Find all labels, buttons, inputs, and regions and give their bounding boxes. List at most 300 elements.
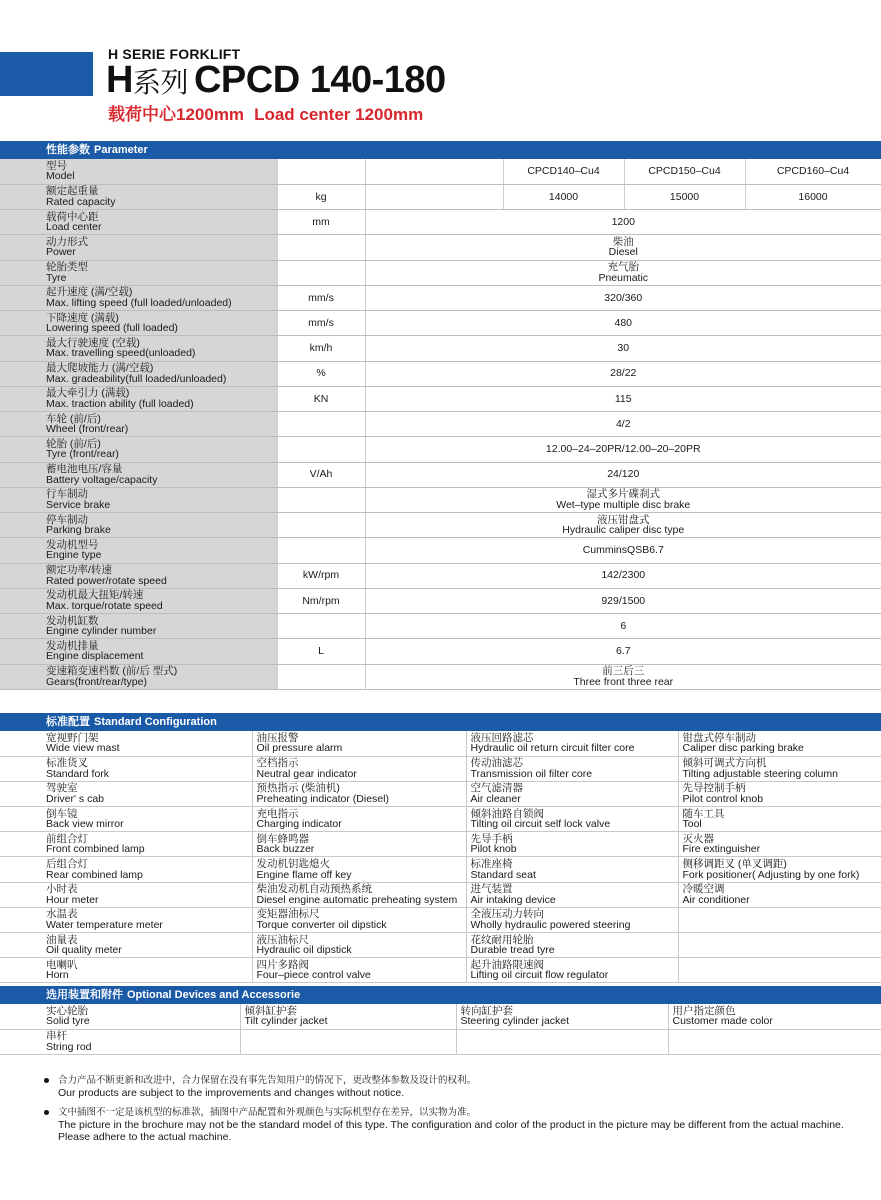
param-row — [0, 361, 881, 386]
param-value-en: 6 — [620, 619, 627, 632]
param-label — [0, 361, 277, 386]
config-cell — [668, 1004, 881, 1029]
param-value-en: 28/22 — [610, 367, 637, 380]
config-item-cn: 转向缸护套 — [460, 1004, 513, 1017]
param-value — [365, 588, 881, 613]
config-item-en: Oil pressure alarm — [256, 742, 343, 755]
config-row — [0, 756, 881, 781]
config-cell — [0, 933, 252, 958]
param-unit — [277, 235, 365, 260]
param-unit — [277, 487, 365, 512]
param-unit — [277, 412, 365, 437]
config-item-en: Driver' s cab — [46, 792, 105, 805]
config-cell — [456, 1029, 668, 1054]
param-row — [0, 159, 881, 184]
param-row — [0, 614, 881, 639]
param-label-en: Parking brake — [46, 524, 111, 537]
config-item-en: Standard seat — [470, 868, 536, 881]
param-value-en: Pneumatic — [598, 271, 649, 284]
param-label-en: Max. torque/rotate speed — [46, 599, 163, 612]
config-cell — [678, 807, 881, 832]
param-unit: mm — [277, 210, 365, 235]
config-cell — [252, 933, 466, 958]
config-cell — [678, 907, 881, 932]
param-unit: mm/s — [277, 285, 365, 310]
config-cell — [0, 958, 252, 983]
config-item-en: String rod — [46, 1040, 92, 1053]
param-label-en: Lowering speed (full loaded) — [46, 322, 178, 335]
param-label — [0, 513, 277, 538]
param-unit: KN — [277, 386, 365, 411]
param-row — [0, 235, 881, 260]
param-value — [365, 210, 881, 235]
config-row — [0, 781, 881, 806]
param-label-en: Rated power/rotate speed — [46, 574, 167, 587]
param-label-en: Tyre — [46, 271, 67, 284]
config-item-en: Air intaking device — [470, 893, 556, 906]
config-item-cn: 传动油滤芯 — [470, 757, 523, 770]
config-item-en: Pilot knob — [470, 843, 517, 856]
param-value-en: 480 — [614, 316, 633, 329]
param-label-cn: 最大行驶速度 (空载) — [46, 336, 140, 349]
config-item-cn: 先导手柄 — [470, 832, 513, 845]
param-label-en: Engine cylinder number — [46, 625, 157, 638]
param-label-en: Load center — [46, 221, 102, 234]
subtitle-en: Load center 1200mm — [254, 105, 424, 124]
config-cell — [466, 882, 678, 907]
config-item-cn: 油量表 — [46, 933, 78, 946]
param-value: 14000 — [503, 184, 624, 209]
config-item-cn: 空档指示 — [256, 757, 299, 770]
config-item-en: Back buzzer — [256, 843, 315, 856]
param-value — [365, 336, 881, 361]
param-value — [365, 235, 881, 260]
config-item-en: Fire extinguisher — [682, 843, 761, 856]
param-label-en: Rated capacity — [46, 195, 116, 208]
param-label — [0, 184, 277, 209]
config-cell — [678, 756, 881, 781]
config-item-cn: 倾斜可调式方向机 — [682, 757, 767, 770]
optional-title-en: Optional Devices and Accessorie — [127, 989, 301, 1001]
param-value — [365, 260, 881, 285]
config-item-cn: 液压回路滤芯 — [470, 731, 534, 744]
config-item-en: Air conditioner — [682, 893, 750, 906]
config-item-en: Engine flame off key — [256, 868, 352, 881]
config-cell — [678, 958, 881, 983]
config-item-cn: 油压报警 — [256, 731, 299, 744]
param-label — [0, 462, 277, 487]
config-row — [0, 933, 881, 958]
param-value: CPCD140–Cu4 — [503, 159, 624, 184]
standard-title-cn: 标准配置 — [46, 716, 90, 728]
param-value-cn: 液压钳盘式 — [597, 513, 650, 526]
param-label-cn: 蓄电池电压/容量 — [46, 463, 123, 476]
config-cell — [252, 857, 466, 882]
param-unit: kW/rpm — [277, 563, 365, 588]
param-row — [0, 664, 881, 689]
param-label-en: Gears(front/rear/type) — [46, 675, 147, 688]
config-item-cn: 倾斜缸护套 — [244, 1004, 297, 1017]
config-item-cn: 进气装置 — [470, 883, 513, 896]
config-item-en: Tool — [682, 818, 702, 831]
param-label-en: Max. travelling speed(unloaded) — [46, 347, 196, 360]
param-label-cn: 发动机缸数 — [46, 614, 99, 627]
config-item-en: Transmission oil filter core — [470, 767, 593, 780]
config-row — [0, 832, 881, 857]
config-row — [0, 731, 881, 756]
config-cell — [678, 933, 881, 958]
param-label — [0, 563, 277, 588]
param-row — [0, 588, 881, 613]
param-value-en: 929/1500 — [601, 594, 646, 607]
param-label — [0, 336, 277, 361]
config-cell — [678, 882, 881, 907]
config-item-en: Horn — [46, 969, 69, 982]
config-item-en: Diesel engine automatic preheating system — [256, 893, 458, 906]
config-row — [0, 857, 881, 882]
config-cell — [0, 731, 252, 756]
param-label-cn: 额定功率/转速 — [46, 564, 112, 577]
param-label-en: Battery voltage/capacity — [46, 473, 158, 486]
config-cell — [252, 807, 466, 832]
param-label-cn: 最大爬坡能力 (满/空载) — [46, 362, 154, 375]
param-value — [365, 487, 881, 512]
param-label-cn: 下降速度 (满载) — [46, 311, 119, 324]
param-value — [365, 614, 881, 639]
config-cell — [252, 781, 466, 806]
standard-section-header — [0, 713, 881, 731]
config-item-cn: 倒车蜂鸣器 — [256, 832, 309, 845]
param-unit: L — [277, 639, 365, 664]
param-label-en: Tyre (front/rear) — [46, 448, 119, 461]
param-label-en: Engine type — [46, 549, 102, 562]
config-cell — [466, 832, 678, 857]
note-en: The picture in the brochure may not be the standard model of this type. The configuration and color of the product in the picture may be different from the actual machine. Please adhere to the actual machine. — [58, 1119, 844, 1143]
config-item-cn: 空气滤清器 — [470, 782, 523, 795]
param-row — [0, 184, 881, 209]
config-cell — [466, 731, 678, 756]
config-cell — [466, 756, 678, 781]
config-item-en: Tilting adjustable steering column — [682, 767, 838, 780]
param-value-en: 1200 — [611, 215, 635, 228]
config-cell — [678, 731, 881, 756]
title-prefix: H — [106, 59, 133, 101]
param-blank-cell — [365, 159, 503, 184]
param-unit: km/h — [277, 336, 365, 361]
config-item-cn: 花纹耐用轮胎 — [470, 933, 534, 946]
config-item-cn: 钳盘式停车制动 — [682, 731, 756, 744]
param-value — [365, 462, 881, 487]
param-row — [0, 210, 881, 235]
config-item-cn: 随车工具 — [682, 807, 725, 820]
param-value: CPCD160–Cu4 — [745, 159, 881, 184]
config-item-en: Tilting oil circuit self lock valve — [470, 818, 611, 831]
config-row — [0, 958, 881, 983]
config-item-cn: 串杆 — [46, 1030, 67, 1043]
param-value-en: 6.7 — [615, 645, 631, 658]
param-row — [0, 563, 881, 588]
config-item-en: Pilot control knob — [682, 792, 764, 805]
config-cell — [466, 907, 678, 932]
param-value-cn: 前三后三 — [602, 665, 645, 678]
param-unit — [277, 664, 365, 689]
param-row — [0, 386, 881, 411]
param-value-en: 24/120 — [607, 468, 640, 481]
config-cell — [0, 882, 252, 907]
config-cell — [252, 907, 466, 932]
config-cell — [0, 857, 252, 882]
param-value — [365, 639, 881, 664]
config-item-cn: 侧移调距叉 (单叉调距) — [682, 858, 787, 871]
config-cell — [678, 857, 881, 882]
config-item-en: Rear combined lamp — [46, 868, 143, 881]
standard-config-table — [0, 731, 881, 983]
config-item-en: Steering cylinder jacket — [460, 1015, 570, 1028]
param-value-en: Wet–type multiple disc brake — [556, 498, 691, 511]
param-value — [365, 513, 881, 538]
param-value — [365, 437, 881, 462]
param-value-en: 12.00–24–20PR/12.00–20–20PR — [545, 443, 701, 456]
title-model: CPCD 140-180 — [193, 59, 446, 101]
param-value — [365, 538, 881, 563]
config-item-cn: 电喇叭 — [46, 958, 78, 971]
config-cell — [252, 832, 466, 857]
param-value-en: 115 — [614, 392, 632, 405]
config-item-en: Air cleaner — [470, 792, 521, 805]
config-item-en: Caliper disc parking brake — [682, 742, 804, 755]
config-cell — [668, 1029, 881, 1054]
load-center-subtitle — [108, 100, 423, 125]
param-label — [0, 260, 277, 285]
config-cell — [0, 781, 252, 806]
param-label — [0, 614, 277, 639]
param-label-cn: 停车制动 — [46, 513, 88, 526]
config-item-en: Charging indicator — [256, 818, 342, 831]
note-cn: 合力产品不断更新和改进中，合力保留在没有事先告知用户的情况下，更改整体参数及设计的权利。 — [58, 1075, 477, 1086]
config-item-cn: 前组合灯 — [46, 832, 88, 845]
config-cell — [0, 807, 252, 832]
config-item-en: Lifting oil circuit flow regulator — [470, 969, 609, 982]
param-value — [365, 412, 881, 437]
config-item-en: Durable tread tyre — [470, 944, 555, 957]
config-cell — [678, 832, 881, 857]
config-item-cn: 倒车镜 — [46, 807, 78, 820]
param-label — [0, 210, 277, 235]
config-item-cn: 起升油路限速阀 — [470, 958, 544, 971]
param-label-cn: 最大牵引力 (满载) — [46, 387, 130, 400]
param-row — [0, 487, 881, 512]
config-cell — [0, 756, 252, 781]
param-label — [0, 664, 277, 689]
param-value: CPCD150–Cu4 — [624, 159, 745, 184]
config-item-en: Customer made color — [672, 1015, 773, 1028]
config-item-cn: 后组合灯 — [46, 858, 88, 871]
param-label-cn: 行车制动 — [46, 488, 88, 501]
param-label-cn: 动力形式 — [46, 235, 88, 248]
config-item-cn: 标准座椅 — [470, 858, 513, 871]
config-item-cn: 用户指定颜色 — [672, 1004, 736, 1017]
param-label-cn: 额定起重量 — [46, 185, 99, 198]
config-item-cn: 灭火器 — [682, 832, 714, 845]
param-value — [365, 361, 881, 386]
param-label-en: Wheel (front/rear) — [46, 423, 129, 436]
note-item — [44, 1075, 844, 1099]
note-cn: 文中插图不一定是该机型的标准款，插图中产品配置和外观颜色与实际机型存在差异，以实物为准。 — [58, 1107, 477, 1118]
param-value-en: CumminsQSB6.7 — [582, 544, 664, 557]
param-value-en: Three front three rear — [573, 675, 674, 688]
config-cell — [456, 1004, 668, 1029]
param-value — [365, 285, 881, 310]
config-cell — [240, 1004, 456, 1029]
config-row — [0, 882, 881, 907]
param-label-cn: 发动机最大扭矩/转速 — [46, 589, 144, 602]
config-cell — [252, 958, 466, 983]
config-item-cn: 冷暖空调 — [682, 883, 725, 896]
param-value — [365, 386, 881, 411]
param-unit — [277, 538, 365, 563]
standard-title-en: Standard Configuration — [94, 716, 217, 728]
config-item-en: Water temperature meter — [46, 918, 163, 931]
page-title — [106, 60, 446, 103]
optional-section-header — [0, 986, 881, 1004]
config-item-en: Four–piece control valve — [256, 969, 371, 982]
config-item-en: Oil quality meter — [46, 944, 122, 957]
param-row — [0, 285, 881, 310]
config-item-en: Back view mirror — [46, 818, 124, 831]
param-value — [365, 563, 881, 588]
param-value-cn: 充气胎 — [607, 261, 639, 274]
config-item-cn: 驾驶室 — [46, 782, 78, 795]
parameter-section-header — [0, 141, 881, 159]
subtitle-cn: 载荷中心1200mm — [108, 105, 245, 124]
param-value-en: 30 — [617, 342, 630, 355]
optional-title-cn: 选用装置和附件 — [46, 989, 123, 1001]
config-item-cn: 四片多路阀 — [256, 958, 309, 971]
param-value-cn: 柴油 — [612, 235, 634, 248]
param-unit: V/Ah — [277, 462, 365, 487]
param-unit — [277, 513, 365, 538]
config-row — [0, 907, 881, 932]
config-item-cn: 水温表 — [46, 908, 78, 921]
config-cell — [252, 731, 466, 756]
config-item-cn: 发动机钥匙熄火 — [256, 858, 330, 871]
param-unit — [277, 159, 365, 184]
param-row — [0, 311, 881, 336]
config-item-cn: 柴油发动机自动预热系统 — [256, 883, 372, 896]
config-item-en: Fork positioner( Adjusting by one fork) — [682, 868, 860, 881]
param-value: 16000 — [745, 184, 881, 209]
param-label — [0, 386, 277, 411]
config-item-cn: 倾斜油路自锁阀 — [470, 807, 544, 820]
config-cell — [466, 807, 678, 832]
param-label — [0, 159, 277, 184]
param-label-cn: 起升速度 (满/空载) — [46, 286, 133, 299]
param-value-en: 4/2 — [615, 417, 631, 430]
config-item-en: Front combined lamp — [46, 843, 145, 856]
param-label — [0, 412, 277, 437]
param-label-en: Power — [46, 246, 76, 259]
config-cell — [252, 882, 466, 907]
config-row — [0, 807, 881, 832]
param-label — [0, 487, 277, 512]
config-item-en: Hour meter — [46, 893, 99, 906]
param-label-en: Max. gradeability(full loaded/unloaded) — [46, 372, 227, 385]
param-value-en: Hydraulic caliper disc type — [562, 524, 685, 537]
config-row — [0, 1029, 881, 1054]
config-item-cn: 宽视野门架 — [46, 731, 99, 744]
config-cell — [466, 933, 678, 958]
param-unit — [277, 614, 365, 639]
parameter-title-cn: 性能参数 — [46, 144, 90, 156]
param-label-cn: 发动机排量 — [46, 639, 99, 652]
param-label — [0, 285, 277, 310]
config-item-cn: 液压油标尺 — [256, 933, 309, 946]
parameter-title-en: Parameter — [94, 144, 148, 156]
config-item-en: Wide view mast — [46, 742, 120, 755]
config-item-en: Standard fork — [46, 767, 110, 780]
param-label — [0, 311, 277, 336]
param-label — [0, 639, 277, 664]
param-label-cn: 型号 — [46, 159, 67, 172]
param-row — [0, 260, 881, 285]
config-cell — [240, 1029, 456, 1054]
param-value: 15000 — [624, 184, 745, 209]
config-item-en: Neutral gear indicator — [256, 767, 357, 780]
config-item-cn: 小时表 — [46, 883, 78, 896]
config-cell — [678, 781, 881, 806]
config-item-en: Solid tyre — [46, 1015, 90, 1028]
series-label: H SERIE FORKLIFT — [108, 46, 241, 62]
param-label — [0, 588, 277, 613]
param-row — [0, 412, 881, 437]
config-item-en: Preheating indicator (Diesel) — [256, 792, 389, 805]
config-item-cn: 标准货叉 — [46, 757, 88, 770]
param-row — [0, 336, 881, 361]
header-accent-block — [0, 52, 93, 96]
param-unit: kg — [277, 184, 365, 209]
param-row — [0, 437, 881, 462]
param-unit: mm/s — [277, 311, 365, 336]
param-row — [0, 639, 881, 664]
note-en: Our products are subject to the improvements and changes without notice. — [58, 1087, 405, 1099]
param-unit: Nm/rpm — [277, 588, 365, 613]
param-label-en: Service brake — [46, 498, 111, 511]
config-cell — [466, 857, 678, 882]
param-label-cn: 车轮 (前/后) — [46, 412, 101, 425]
config-cell — [0, 1029, 240, 1054]
param-label — [0, 235, 277, 260]
config-cell — [0, 907, 252, 932]
param-label-cn: 轮胎类型 — [46, 261, 88, 274]
param-value-en: Diesel — [608, 246, 638, 259]
config-item-en: Hydraulic oil return circuit filter core — [470, 742, 635, 755]
param-value — [365, 664, 881, 689]
param-row — [0, 513, 881, 538]
note-item — [44, 1107, 844, 1143]
param-label-cn: 轮胎 (前/后) — [46, 437, 101, 450]
param-unit: % — [277, 361, 365, 386]
config-item-en: Torque converter oil dipstick — [256, 918, 387, 931]
config-item-cn: 预热指示 (柴油机) — [256, 782, 340, 795]
config-item-cn: 实心轮胎 — [46, 1004, 88, 1017]
config-item-en: Wholly hydraulic powered steering — [470, 918, 631, 931]
param-row — [0, 538, 881, 563]
config-cell — [252, 756, 466, 781]
config-item-cn: 全液压动力转向 — [470, 908, 544, 921]
config-item-en: Hydraulic oil dipstick — [256, 944, 352, 957]
param-label-en: Model — [46, 170, 75, 183]
param-value — [365, 311, 881, 336]
